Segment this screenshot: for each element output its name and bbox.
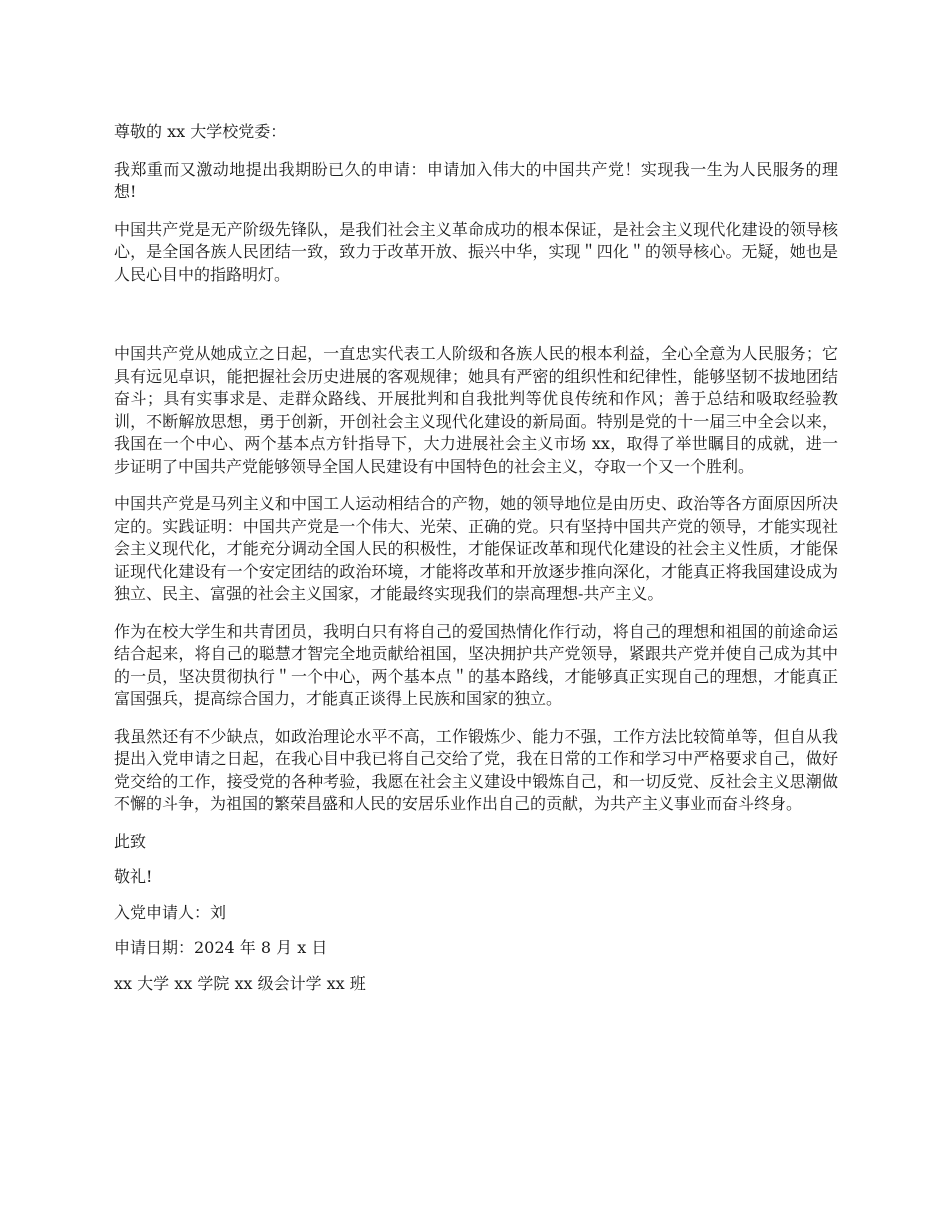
paragraph-intro: 我郑重而又激动地提出我期盼已久的申请：申请加入伟大的中国共产党！实现我一生为人民服务的理想!	[114, 159, 838, 201]
paragraph-party-leadership: 中国共产党是马列主义和中国工人运动相结合的产物，她的领导地位是由历史、政治等各方面原因所决定的。实践证明：中国共产党是一个伟大、光荣、正确的党。只有坚持中国共产党的领导，才能实现社会主义现代化，才能充分调动全国人民的积极性，才能保证改革和现代化建设的社会主义性质，才能保证现代化建设有一个安定团结的政治环境，才能将改革和开放逐步推向深化，才能真正将我国建设成为独立、民主、富强的社会主义国家，才能最终实现我们的崇高理想-共产主义。	[114, 494, 838, 603]
paragraph-self-assessment: 我虽然还有不少缺点，如政治理论水平不高，工作锻炼少、能力不强，工作方法比较简单等，但自从我提出入党申请之日起，在我心目中我已将自己交给了党，我在日常的工作和学习中严格要求自己，做好党交给的工作，接受党的各种考验，我愿在社会主义建设中锻炼自己，和一切反党、反社会主义思潮做不懈的斗争，为祖国的繁荣昌盛和人民的安居乐业作出自己的贡献，为共产主义事业而奋斗终身。	[114, 726, 838, 813]
closing-ci-zhi: 此致	[114, 831, 147, 851]
letter-document	[114, 121, 838, 1008]
paragraph-student-commitment: 作为在校大学生和共青团员，我明白只有将自己的爱国热情化作行动，将自己的理想和祖国的前途命运结合起来，将自己的聪慧才智完全地贡献给祖国，坚决拥护共产党领导，紧跟共产党并使自己成为其中的一员，坚决贯彻执行＂一个中心，两个基本点＂的基本路线，才能够真正实现自己的理想，才能真正富国强兵，提高综合国力，才能真正谈得上民族和国家的独立。	[114, 621, 838, 708]
salutation: 尊敬的 xx 大学校党委：	[114, 122, 287, 141]
letter-closing	[114, 831, 838, 996]
closing-jing-li: 敬礼!	[114, 867, 153, 886]
applicant-affiliation: xx 大学 xx 学院 xx 级会计学 xx 班	[114, 973, 366, 993]
applicant-name: 入党申请人：刘	[114, 902, 227, 922]
paragraph-party-nature: 中国共产党是无产阶级先锋队，是我们社会主义革命成功的根本保证，是社会主义现代化建设的领导核心，是全国各族人民团结一致，致力于改革开放、振兴中华，实现＂四化＂的领导核心。无疑，她也是人民心目中的指路明灯。	[114, 219, 838, 284]
application-date: 申请日期：2024 年 8 月 x 日	[114, 938, 328, 957]
paragraph-party-history: 中国共产党从她成立之日起，一直忠实代表工人阶级和各族人民的根本利益，全心全意为人民服务；它具有远见卓识，能把握社会历史进展的客观规律；她具有严密的组织性和纪律性，能够坚韧不拔地团结奋斗；具有实事求是、走群众路线、开展批判和自我批判等优良传统和作风；善于总结和吸取经验教训，不断解放思想，勇于创新，开创社会主义现代化建设的新局面。特别是党的十一届三中全会以来，我国在一个中心、两个基本点方针指导下，大力进展社会主义市场 xx，取得了举世瞩目的成就，进一步证明了中国共产党能够领导全国人民建设有中国特色的社会主义，夺取一个又一个胜利。	[114, 344, 838, 476]
